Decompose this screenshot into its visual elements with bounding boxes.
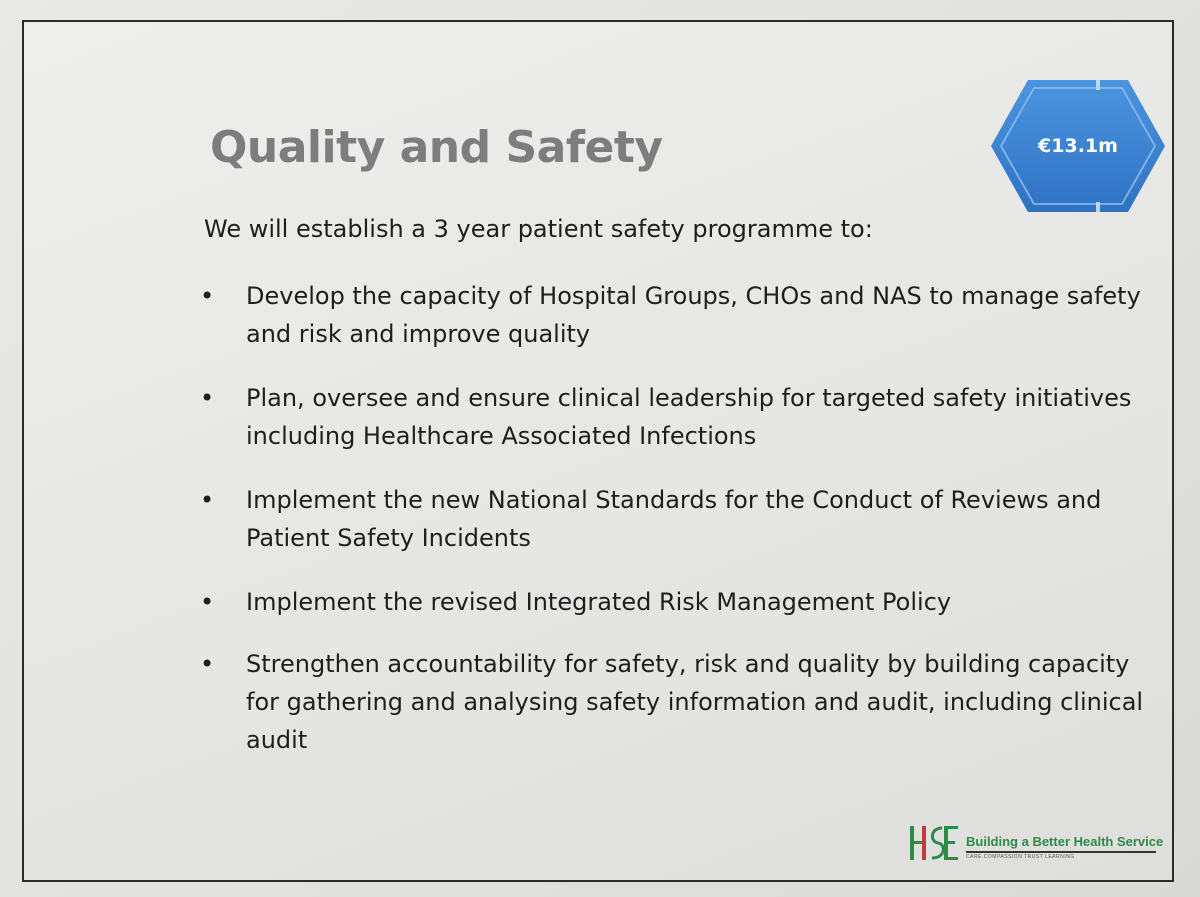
bullet-text: Strengthen accountability for safety, risk and quality by building capacity for gathering and analysing safety information and audit, including clinical audit xyxy=(246,650,1144,754)
footer-tagline: Building a Better Health Service xyxy=(966,834,1164,849)
list-item xyxy=(200,277,1160,353)
footer-logo xyxy=(908,820,1168,870)
bullet-list xyxy=(200,277,1160,785)
hse-logo-icon xyxy=(908,820,960,866)
presentation-slide xyxy=(22,20,1174,882)
bullet-icon: • xyxy=(200,486,215,514)
intro-text: We will establish a 3 year patient safety programme to: xyxy=(204,215,873,243)
bullet-icon: • xyxy=(200,282,215,310)
bullet-text: Implement the revised Integrated Risk Management Policy xyxy=(246,588,952,616)
bullet-icon: • xyxy=(200,588,215,616)
bullet-text: Implement the new National Standards for the Conduct of Reviews and Patient Safety Incidents xyxy=(246,486,1102,552)
list-item xyxy=(200,645,1160,759)
footer-subtagline: CARE COMPASSION TRUST LEARNING xyxy=(966,854,1075,860)
bullet-icon: • xyxy=(200,384,215,412)
bullet-icon: • xyxy=(200,650,215,678)
bullet-text: Plan, oversee and ensure clinical leadership for targeted safety initiatives including Healthcare Associated Infections xyxy=(246,384,1132,450)
list-item xyxy=(200,481,1160,557)
slide-title: Quality and Safety xyxy=(210,122,663,173)
footer-divider xyxy=(966,851,1156,853)
bullet-text: Develop the capacity of Hospital Groups, CHOs and NAS to manage safety and risk and improve quality xyxy=(246,282,1141,348)
list-item xyxy=(200,379,1160,455)
list-item xyxy=(200,583,1160,621)
budget-badge-label: €13.1m xyxy=(1038,135,1118,157)
